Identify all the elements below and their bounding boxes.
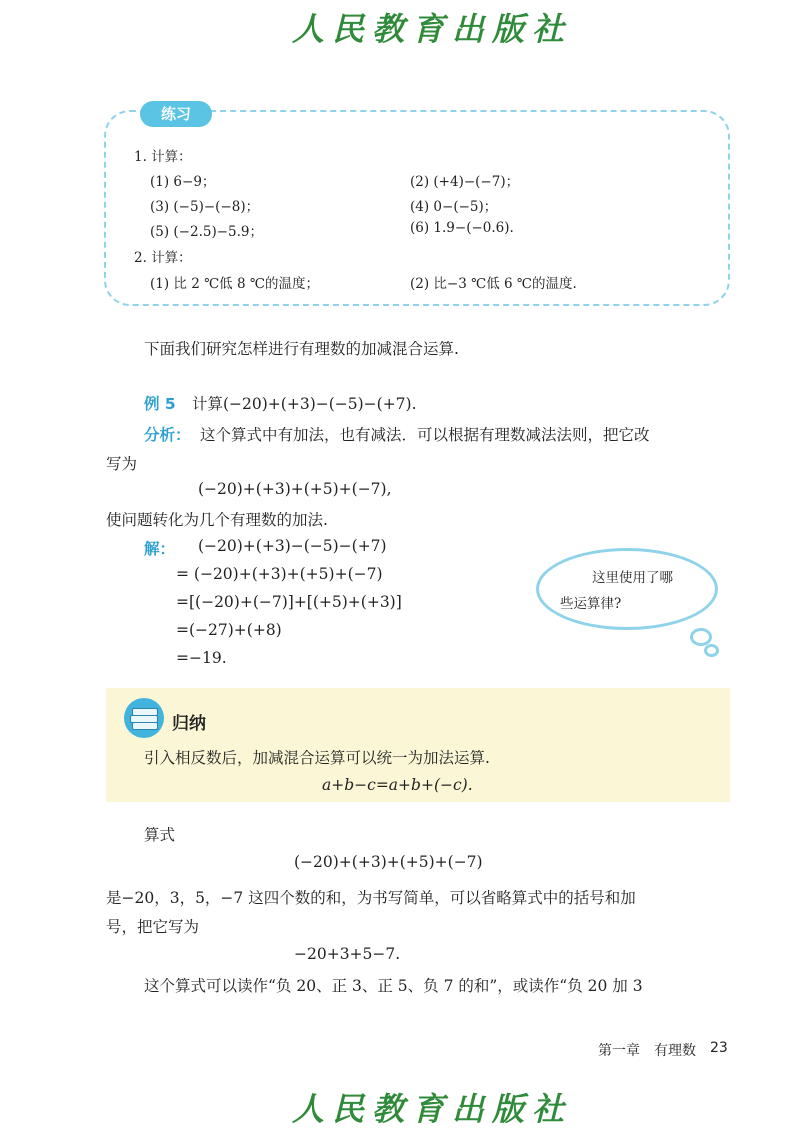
q2-item-2: (2) 比−3 ℃低 6 ℃的温度. <box>410 276 577 292</box>
cloud-bubble-small <box>704 644 719 657</box>
q1-item-5: (5) (−2.5)−5.9； <box>150 224 264 240</box>
body-simplified: −20+3+5−7. <box>294 945 401 963</box>
footer-chapter: 第一章 有理数 <box>598 1043 696 1059</box>
solution-step-3: =[(−20)+(−7)]+[(+5)+(+3)] <box>176 593 402 611</box>
body-p2-line-1: 是−20，3，5，−7 这四个数的和，为书写简单，可以省略算式中的括号和加 <box>106 889 636 907</box>
intro-text: 下面我们研究怎样进行有理数的加减混合运算. <box>144 340 459 358</box>
analysis-line-2: 写为 <box>106 455 138 473</box>
body-p2-line-2: 号，把它写为 <box>106 918 200 936</box>
analysis-label: 分析： <box>144 426 191 444</box>
analysis-after: 使问题转化为几个有理数的加法. <box>106 511 328 529</box>
rewrite-expression: (−20)+(+3)+(+5)+(−7), <box>198 480 392 498</box>
solution-step-1: (−20)+(+3)−(−5)−(+7) <box>198 537 387 555</box>
publisher-watermark-top: 人民教育出版社 <box>292 10 573 48</box>
solution-step-4: =(−27)+(+8) <box>176 621 282 639</box>
page-number: 23 <box>710 1040 728 1056</box>
books-icon <box>124 698 164 738</box>
solution-label: 解： <box>144 540 176 558</box>
cloud-text-line-2: 些运算律? <box>560 596 622 612</box>
summary-text: 引入相反数后，加减混合运算可以统一为加法运算. <box>144 749 490 767</box>
publisher-watermark-bottom: 人民教育出版社 <box>292 1090 573 1128</box>
q1-item-4: (4) 0−(−5)； <box>410 199 498 215</box>
practice-tab: 练习 <box>140 101 212 127</box>
summary-formula: a+b−c=a+b+(−c). <box>322 776 473 794</box>
body-p3: 这个算式可以读作“负 20、正 3、正 5、负 7 的和”，或读作“负 20 加 3 <box>144 977 643 995</box>
solution-step-5: =−19. <box>176 649 227 667</box>
q1-item-1: (1) 6−9； <box>150 174 216 190</box>
q2-item-1: (1) 比 2 ℃低 8 ℃的温度； <box>150 276 319 292</box>
thought-cloud <box>536 548 718 630</box>
body-p1: 算式 <box>144 826 176 844</box>
q2-title: 2. 计算： <box>134 250 192 266</box>
q1-item-6: (6) 1.9−(−0.6). <box>410 220 514 236</box>
example-problem: 计算(−20)+(+3)−(−5)−(+7). <box>192 395 417 413</box>
summary-title: 归纳 <box>172 714 206 734</box>
solution-step-2: = (−20)+(+3)+(+5)+(−7) <box>176 565 383 583</box>
q1-item-2: (2) (+4)−(−7)； <box>410 174 520 190</box>
body-expression: (−20)+(+3)+(+5)+(−7) <box>294 853 483 871</box>
cloud-text-line-1: 这里使用了哪 <box>592 570 673 586</box>
q1-title: 1. 计算： <box>134 149 192 165</box>
q1-item-3: (3) (−5)−(−8)； <box>150 199 260 215</box>
example-label: 例 5 <box>144 395 176 413</box>
analysis-line-1: 这个算式中有加法，也有减法．可以根据有理数减法法则，把它改 <box>200 426 650 444</box>
